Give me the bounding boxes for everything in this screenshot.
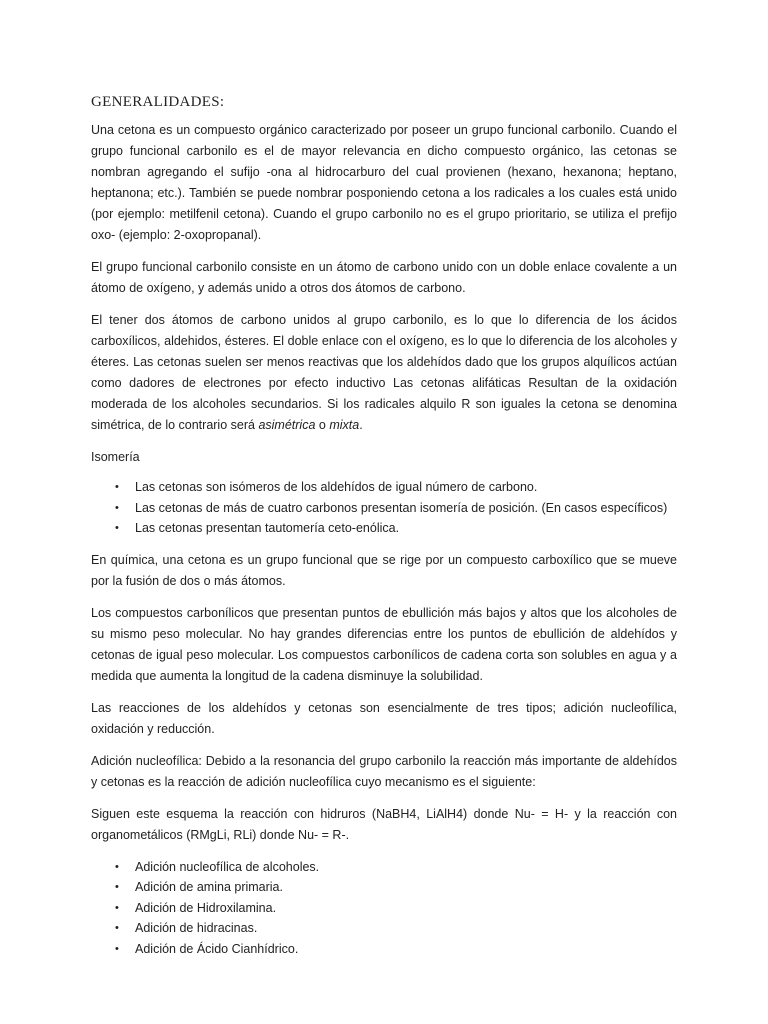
- bullet-icon: •: [115, 522, 119, 534]
- section-heading: GENERALIDADES:: [91, 94, 225, 110]
- bullet-icon: •: [115, 901, 119, 914]
- list-item-text: Adición de hidracinas.: [135, 921, 258, 935]
- paragraph-differences-join: o: [315, 418, 330, 432]
- list-item-text: Las cetonas presentan tautomería ceto-enólica.: [135, 521, 400, 535]
- list-item: [91, 939, 677, 960]
- list-item-text: Adición de Hidroxilamina.: [135, 900, 277, 915]
- isomeria-label: Isomería: [91, 450, 140, 464]
- bullet-icon: •: [115, 860, 119, 873]
- term-mixta: mixta: [329, 418, 360, 432]
- paragraph-differences-main: El tener dos átomos de carbono unidos al grupo carbonilo, es lo que lo diferencia de los ácidos carboxílicos, aldehidos, ésteres. El doble enlace con el oxígeno, es lo que lo diferencia de los alcoholes y éteres. Las cetonas suelen ser menos reactivas que los aldehídos dado que los grupos alquílicos actúan como dadores de electrones por efecto inductivo Las cetonas alifáticas Resultan de la oxidación moderada de los alcoholes secundarios. Si los radicales alquilo R son iguales la cetona se denomina simétrica, de lo contrario será: [91, 313, 677, 432]
- list-item: [91, 857, 677, 878]
- list-item-text: Adición de amina primaria.: [135, 880, 283, 894]
- list-item: [91, 498, 677, 519]
- bullet-icon: •: [115, 881, 119, 893]
- list-item-text: Adición de Ácido Cianhídrico.: [135, 941, 299, 956]
- term-asimetrica: asimétrica: [258, 418, 316, 432]
- list-item: [91, 877, 677, 898]
- isomeria-list: [91, 477, 677, 539]
- document-page: [91, 92, 677, 970]
- list-item: [91, 477, 677, 498]
- list-item: [91, 518, 677, 539]
- paragraph-differences: [91, 310, 677, 436]
- paragraph-hydrides: Siguen este esquema la reacción con hidruros (NaBH4, LiAlH4) donde Nu- = H- y la reacción con organometálicos (RMgLi, RLi) donde Nu- = R-.: [91, 806, 677, 842]
- list-item-text: Las cetonas son isómeros de los aldehídos de igual número de carbono.: [135, 480, 538, 494]
- bullet-icon: •: [115, 501, 119, 514]
- paragraph-nucleophilic-addition: Adición nucleofílica: Debido a la resonancia del grupo carbonilo la reacción más importante de aldehídos y cetonas es la reacción de adición nucleofílica cuyo mecanismo es el siguiente:: [91, 753, 677, 789]
- adicion-list: [91, 857, 677, 960]
- paragraph-carbonyl-group: El grupo funcional carbonilo consiste en un átomo de carbono unido con un doble enlace covalente a un átomo de oxígeno, y además unido a otros dos átomos de carbono.: [91, 260, 677, 295]
- paragraph-definition: Una cetona es un compuesto orgánico caracterizado por poseer un grupo funcional carbonilo. Cuando el grupo funcional carbonilo es el de mayor relevancia en dicho compuesto orgánico, las cetonas se nombran agregando el sufijo -ona al hidrocarburo del cual provienen (hexano, hexanona; heptano, heptanona; etc.). También se puede nombrar posponiendo cetona a los radicales a los cuales está unido (por ejemplo: metilfenil cetona). Cuando el grupo carbonilo no es el grupo prioritario, se utiliza el prefijo oxo- (ejemplo: 2-oxopropanal).: [91, 123, 677, 242]
- paragraph-functional-group: En química, una cetona es un grupo funcional que se rige por un compuesto carboxílico que se mueve por la fusión de dos o más átomos.: [91, 552, 677, 588]
- paragraph-differences-end: .: [359, 418, 363, 432]
- list-item-text: Las cetonas de más de cuatro carbonos presentan isomería de posición. (En casos específicos): [135, 500, 668, 515]
- bullet-icon: •: [115, 922, 119, 934]
- paragraph-reaction-types: Las reacciones de los aldehídos y cetonas son esencialmente de tres tipos; adición nucleofílica, oxidación y reducción.: [91, 700, 677, 736]
- list-item-text: Adición nucleofílica de alcoholes.: [135, 859, 320, 874]
- bullet-icon: •: [115, 481, 119, 493]
- list-item: [91, 918, 677, 939]
- bullet-icon: •: [115, 942, 119, 955]
- list-item: [91, 898, 677, 919]
- paragraph-boiling-points: Los compuestos carbonílicos que presentan puntos de ebullición más bajos y altos que los alcoholes de su mismo peso molecular. No hay grandes diferencias entre los puntos de ebullición de aldehídos y cetonas de igual peso molecular. Los compuestos carbonílicos de cadena corta son solubles en agua y a medida que aumenta la longitud de la cadena disminuye la solubilidad.: [91, 605, 677, 683]
